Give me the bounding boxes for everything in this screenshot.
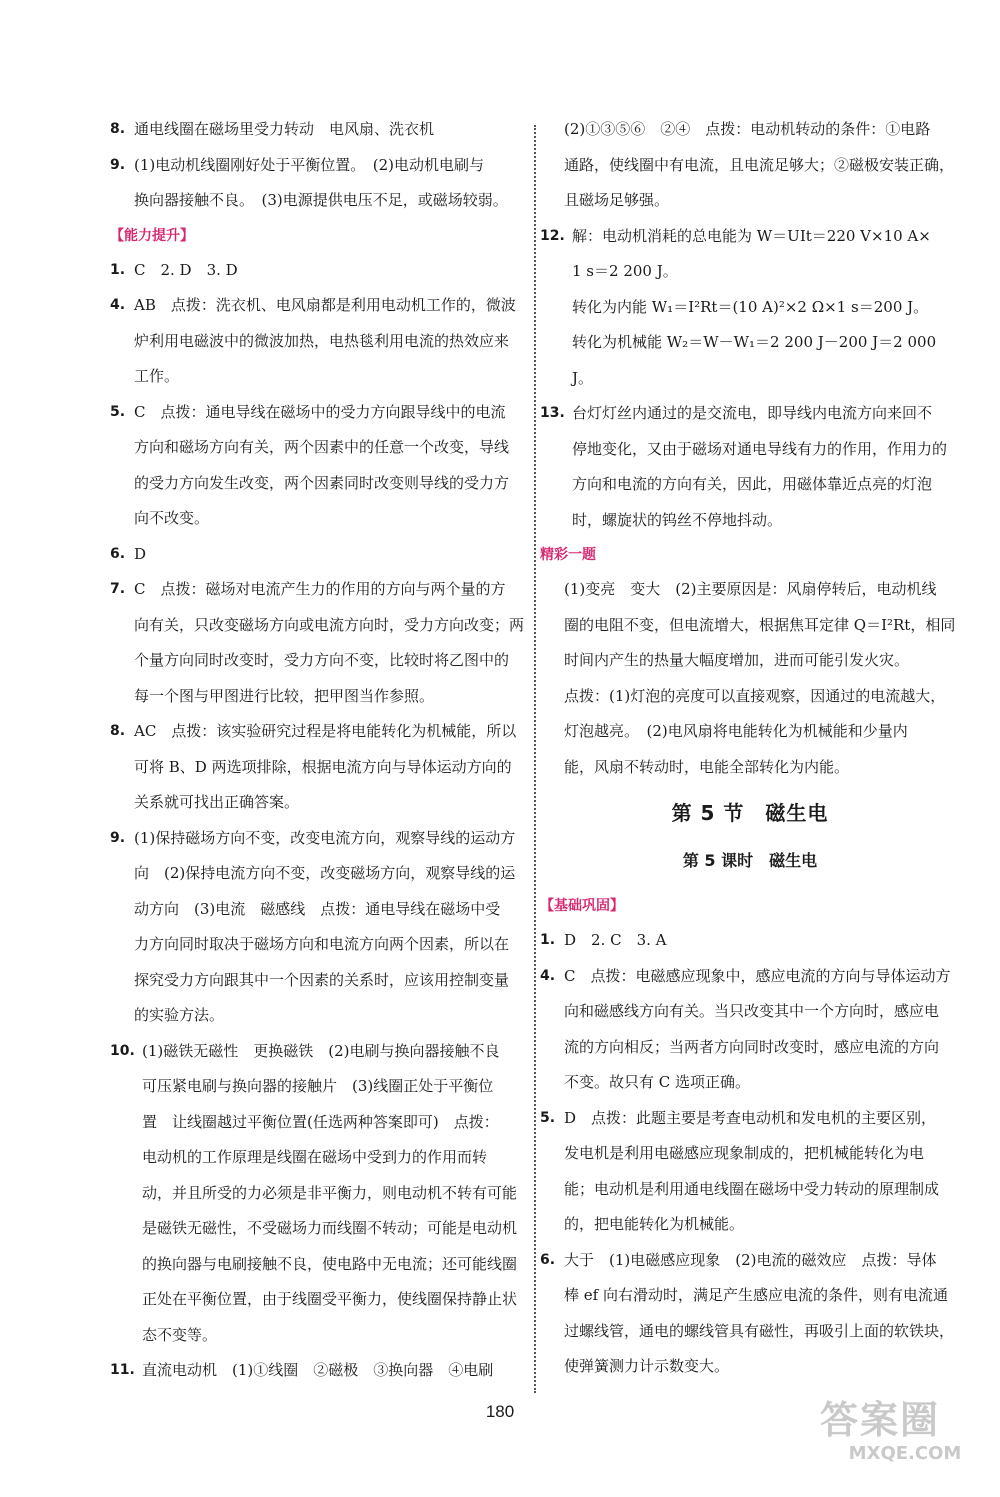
answer-6: 6. D <box>110 544 147 563</box>
answer-1-3: 1. C 2. D 3. D <box>110 260 238 279</box>
answer-7: 7. C 点拨：磁场对电流产生力的作用的方向与两个量的方 向有关，只改变磁场方向或电流方向时，受力方向改变；两 个量方向同时改变时，受力方向不变，比较时将乙图中的 每一个图与甲图进行比较，把甲图当作参照。 <box>110 580 525 705</box>
answer-r1-3: 1. D 2. C 3. A <box>540 931 667 949</box>
section-title: 第 5 节 磁生电 <box>671 801 829 825</box>
right-column <box>540 112 960 1385</box>
answer-4: 4. AB 点拨：洗衣机、电风扇都是利用电动机工作的，微波 炉利用电磁波中的微波加热，电热毯利用电流的热效应来 工作。 <box>110 296 516 385</box>
answer-r6: 6. 大于 (1)电磁感应现象 (2)电流的磁效应 点拨：导体 棒 ef 向右滑动时，满足产生感应电流的条件，则有电流通 过螺线管，通电的螺线管具有磁性，再吸引上面的软铁块， 使弹簧测力计示数变大。 <box>540 1250 955 1375</box>
answer-8: 8. 通电线圈在磁场里受力转动 电风扇、洗衣机 <box>110 120 435 138</box>
answer-11: 11. 直流电动机 (1)①线圈 ②磁极 ③换向器 ④电刷 <box>110 1361 494 1379</box>
watermark-logo <box>820 1398 990 1484</box>
section-tag-basic: 【基础巩固】 <box>540 898 624 914</box>
column-divider <box>534 125 536 1393</box>
left-column <box>110 112 528 1389</box>
watermark-logo-text: 答案圈 <box>820 1398 941 1442</box>
lesson-title: 第 5 课时 磁生电 <box>682 851 818 870</box>
answer-9-ability: 9. (1)保持磁场方向不变，改变电流方向，观察导线的运动方 向 (2)保持电流方向不变，改变磁场方向，观察导线的运 动方向 (3)电流 磁感线 点拨：通电导线在磁场中受 力方向同时取决于磁场方向和电流方向两个因素，所以在 探究受力方向跟其中一个因素的关系时，应该用控制变量 的实验方法。 <box>110 828 516 1024</box>
answer-12: 12. 解：电动机消耗的总电能为 W＝UIt＝220 V×10 A× 1 s＝2 200 J。 转化为内能 W₁＝I²Rt＝(10 A)²×2 Ω×1 s＝200 J。 转化为机械能 W₂＝W－W₁＝2 200 J－200 J＝2 000 J。 <box>540 226 937 387</box>
answer-8-ability: 8. AC 点拨：该实验研究过程是将电能转化为机械能，所以 可将 B、D 两选项排除，根据电流方向与导体运动方向的 关系就可找出正确答案。 <box>110 722 517 811</box>
answer-9: 9. (1)电动机线圈刚好处于平衡位置。 (2)电动机电刷与 换向器接触不良。 (3)电源提供电压不足，或磁场较弱。 <box>110 155 508 209</box>
answer-r4: 4. C 点拨：电磁感应现象中，感应电流的方向与导体运动方 向和磁感线方向有关。当只改变其中一个方向时，感应电 流的方向相反；当两者方向同时改变时，感应电流的方向 不变。故只有 C 选项正确。 <box>540 966 951 1091</box>
page-number: 180 <box>485 1402 515 1421</box>
highlight-answer: (1)变亮 变大 (2)主要原因是：风扇停转后，电动机线 圈的电阻不变，但电流增大，根据焦耳定律 Q＝I²Rt，相同 时间内产生的热量大幅度增加，进而可能引发火灾。 点拨：(1)灯泡的亮度可以直接观察，因通过的电流越大， 灯泡越亮。 (2)电风扇将电能转化为机械能和少量内 能，风扇不转动时，电能全部转化为内能。 <box>564 580 956 776</box>
answer-r5: 5. D 点拨：此题主要是考查电动机和发电机的主要区别， 发电机是利用电磁感应现象制成的，把机械能转化为电 能；电动机是利用通电线圈在磁场中受力转动的原理制成 的，把电能转化为机械能。 <box>540 1108 940 1233</box>
section-tag-highlight: 精彩一题 <box>540 547 596 563</box>
answer-13: 13. 台灯灯丝内通过的是交流电，即导线内电流方向来回不 停地变化，又由于磁场对通电导线有力的作用，作用力的 方向和电流的方向有关，因此，用磁体靠近点亮的灯泡 时，螺旋状的钨丝不停地抖动。 <box>540 404 948 529</box>
answer-5: 5. C 点拨：通电导线在磁场中的受力方向跟导线中的电流 方向和磁场方向有关，两个因素中的任意一个改变，导线 的受力方向发生改变，两个因素同时改变则导线的受力方 向不改变。 <box>110 402 510 527</box>
answer-11-continued: (2)①③⑤⑥ ②④ 点拨：电动机转动的条件：①电路 通路，使线圈中有电流，且电流足够大；②磁极安装正确， 且磁场足够强。 <box>564 120 955 209</box>
answer-10: 10. (1)磁铁无磁性 更换磁铁 (2)电刷与换向器接触不良 可压紧电刷与换向器的接触片 (3)线圈正处于平衡位 置 让线圈越过平衡位置(任选两种答案即可) 点拨： 电动机的工作原理是线圈在磁场中受到力的作用而转 动，并且所受的力必须是非平衡力，则电动机不转有可能 是磁铁无磁性，不受磁场力而线圈不转动；可能是电动机 的换向器与电刷接触不良，使电路中无电流；还可能线圈 正处在平衡位置，由于线圈受平衡力，使线圈保持静止状 态不变等。 <box>110 1041 518 1344</box>
watermark-site: MXQE.COM <box>848 1443 962 1464</box>
section-tag-ability: 【能力提升】 <box>110 227 194 244</box>
